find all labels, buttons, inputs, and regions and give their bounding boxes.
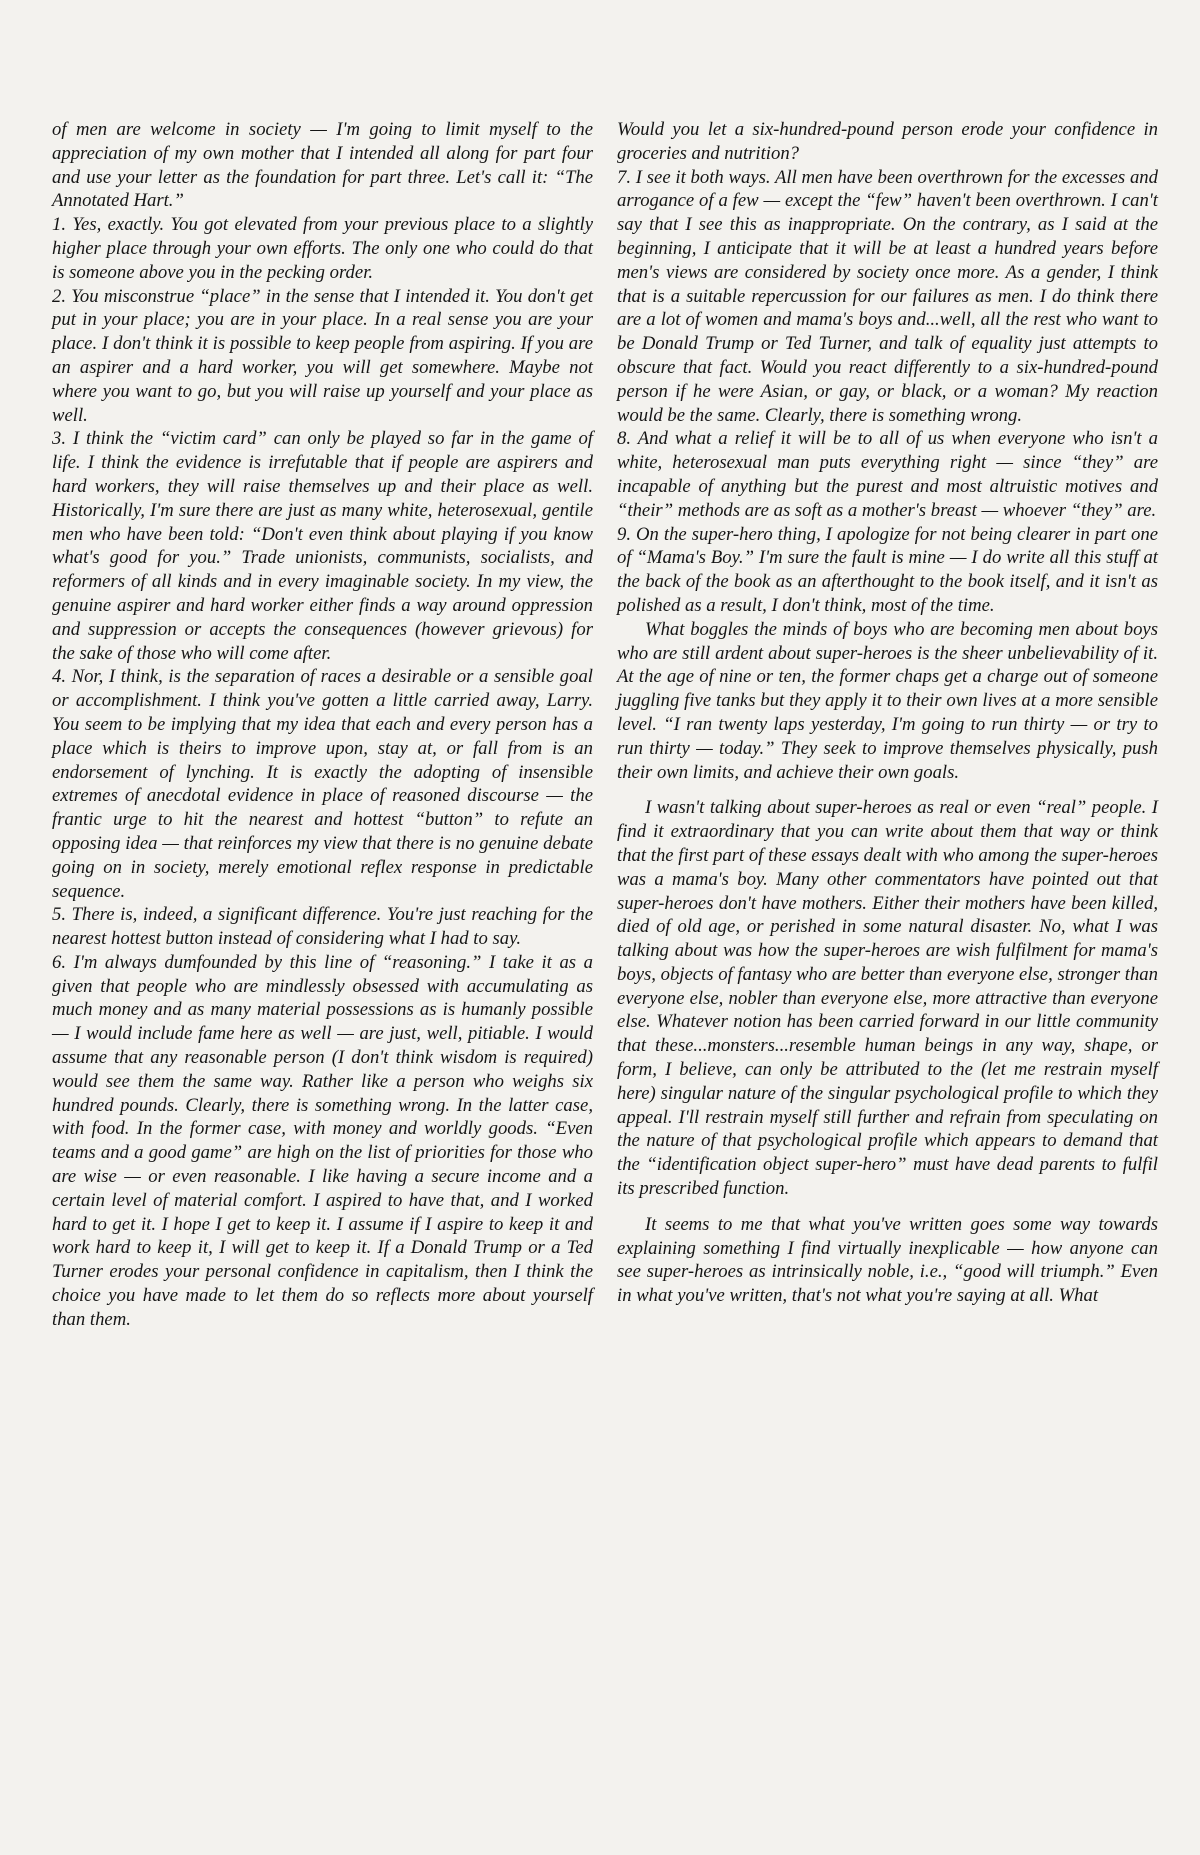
paragraph-point-3: 3. I think the “victim card” can only be played so far in the game of life. I think the evidence is irrefutable that if people are aspirers and hard workers, they will raise themselves up and their place as well. Historically, I'm sure there are just as many white, heterosexual, gentile men who have been told: “Don't even think about playing if you know what's good for you.” Trade unionists, communists, socialists, and reformers of all kinds and in every imaginable society. In my view, the genuine aspirer and hard worker either finds a way around oppression and suppression or accepts the consequences (however grievous) for the sake of those who will come after. [52,428,593,664]
paragraph: I wasn't talking about super-heroes as real or even “real” people. I find it extraordinary that you can write about them that way or think that the first part of these essays dealt with who among the super-heroes was a mama's boy. Many other commentators have pointed out that super-heroes don't have mothers. Either their mothers have been killed, died of old age, or perished in some natural disaster. No, what I was talking about was how the super-heroes are wish fulfilment for mama's boys, objects of fantasy who are better than everyone else, stronger than everyone else, nobler than everyone else, more attractive than everyone else. Whatever notion has been carried forward in our little community that these...monsters...resemble human beings in any way, shape, or form, I believe, can only be attributed to the (let me restrain myself here) singular nature of the singular psychological profile to which they appeal. I'll restrain myself still further and refrain from speculating on the nature of that psychological profile which appears to demand that the “identification object super-hero” must have dead parents to fulfil its prescribed function. [617,797,1158,1200]
paragraph-point-7: 7. I see it both ways. All men have been overthrown for the excesses and arrogance of a few — except the “few” haven't been overthrown. I can't say that I see this as inappropriate. On the contrary, as I said at the beginning, I anticipate that it will be at least a hundred years before men's views are considered by society once more. As a gender, I think that is a suitable repercussion for our failures as men. I do think there are a lot of women and mama's boys and...well, all the rest who want to be Donald Trump or Ted Turner, and talk of equality just attempts to obscure that fact. Would you react differently to a six-hundred-pound person if he were Asian, or gay, or black, or a woman? My reaction would be the same. Clearly, there is something wrong. [617,166,1158,426]
left-column [52,118,593,1332]
paragraph: of men are welcome in society — I'm going to limit myself to the appreciation of my own mother that I intended all along for part four and use your letter as the foundation for part three. Let's call it: “The Annotated Hart.” [52,119,593,212]
paragraph: Would you let a six-hundred-pound person erode your confidence in groceries and nutrition? [617,119,1158,164]
paragraph-point-9: 9. On the super-hero thing, I apologize for not being clearer in part one of “Mama's Boy.” I'm sure the fault is mine — I do write all this stuff at the back of the book as an afterthought to the book itself, and it isn't as polished as a result, I don't think, most of the time. [617,523,1158,616]
paragraph-point-2: 2. You misconstrue “place” in the sense that I intended it. You don't get put in your place; you are in your place. In a real sense you are your place. I don't think it is possible to keep people from aspiring. If you are an aspirer and a hard worker, you will get somewhere. Maybe not where you want to go, but you will raise up yourself and your place as well. [52,285,593,426]
right-column [617,118,1158,1308]
paragraph-point-8: 8. And what a relief it will be to all of us when everyone who isn't a white, heterosexual man puts everything right — since “they” are incapable of anything but the purest and most altruistic motives and “their” methods are as soft as a mother's breast — whoever “they” are. [617,428,1158,521]
paragraph-point-4: 4. Nor, I think, is the separation of races a desirable or a sensible goal or accomplishment. I think you've gotten a little carried away, Larry. You seem to be implying that my idea that each and every person has a place which is theirs to improve upon, stay at, or fall from is an endorsement of lynching. It is exactly the adopting of insensible extremes of anecdotal evidence in place of reasoned discourse — the frantic urge to hit the nearest and hottest “button” to refute an opposing idea — that reinforces my view that there is no genuine debate going on in society, merely emotional reflex response in predictable sequence. [52,666,593,902]
paragraph-point-6: 6. I'm always dumfounded by this line of “reasoning.” I take it as a given that people who are mindlessly obsessed with accumulating as much money and as many material possessions as is humanly possible — I would include fame here as well — are just, well, pitiable. I would assume that any reasonable person (I don't think wisdom is required) would see them the same way. Rather like a person who weighs six hundred pounds. Clearly, there is something wrong. In the latter case, with food. In the former case, with money and worldly goods. “Even teams and a good game” are high on the list of priorities for those who are wise — or even reasonable. I like having a secure income and a certain level of material comfort. I aspired to have that, and I worked hard to get it. I hope I get to keep it. I assume if I aspire to keep it and work hard to keep it, I will get to keep it. If a Donald Trump or a Ted Turner erodes your personal confidence in capitalism, then I think the choice you have made to let them do so reflects more about yourself than them. [52,951,593,1330]
paragraph: It seems to me that what you've written goes some way towards explaining something I find virtually inexplicable — how anyone can see super-heroes as intrinsically noble, i.e., “good will triumph.” Even in what you've written, that's not what you're saying at all. What [617,1213,1158,1307]
paragraph: What boggles the minds of boys who are becoming men about boys who are still ardent about super-heroes is the sheer unbelievability of it. At the age of nine or ten, the former chaps get a charge out of someone juggling five tanks but they apply it to their own lives at a more sensible level. “I ran twenty laps yesterday, I'm going to run thirty — or try to run thirty — today.” They seek to improve themselves physically, push their own limits, and achieve their own goals. [617,618,1158,783]
paragraph-point-1: 1. Yes, exactly. You got elevated from your previous place to a slightly higher place through your own efforts. The only one who could do that is someone above you in the pecking order. [52,214,593,283]
paragraph-point-5: 5. There is, indeed, a significant difference. You're just reaching for the nearest hottest button instead of considering what I had to say. [52,904,593,950]
